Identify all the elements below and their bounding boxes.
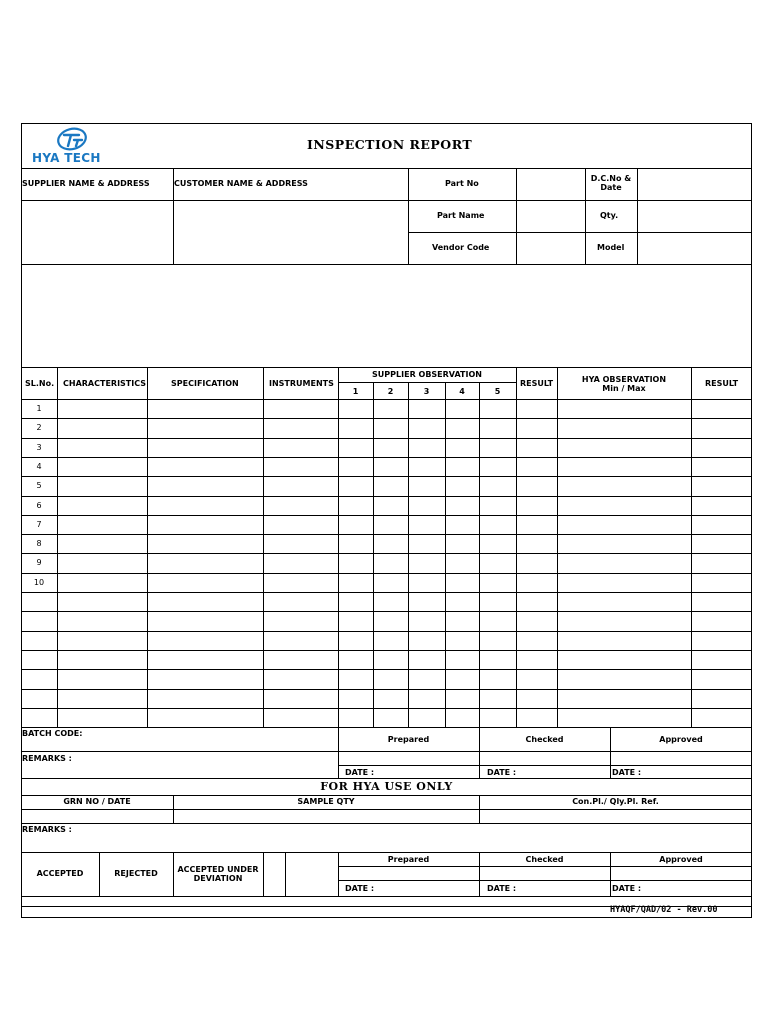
table-row-line xyxy=(21,592,752,593)
table-column-line xyxy=(57,367,58,728)
approved-date-label: DATE : xyxy=(612,768,642,777)
obs-col-5: 5 xyxy=(494,387,501,396)
table-column-line xyxy=(691,367,692,728)
sample-qty-label: SAMPLE QTY xyxy=(297,797,355,806)
table-row-line xyxy=(21,689,752,690)
observation-column-line xyxy=(408,382,409,728)
hya-checked-label: Checked xyxy=(525,855,564,864)
row-number: 5 xyxy=(36,481,42,490)
row-number: 9 xyxy=(36,558,42,567)
row-number: 3 xyxy=(36,443,42,452)
approved-label: Approved xyxy=(659,735,703,744)
model-label: Model xyxy=(597,243,625,252)
batch-code-label: BATCH CODE: xyxy=(22,729,83,738)
accepted-label: ACCEPTED xyxy=(36,869,84,878)
con-ref-label: Con.Pl./ Qly.Pl. Ref. xyxy=(572,797,659,806)
table-row-line xyxy=(21,553,752,554)
table-row-line xyxy=(21,611,752,612)
observation-column-line xyxy=(479,382,480,728)
row-number: 10 xyxy=(33,578,45,587)
obs-col-1: 1 xyxy=(352,387,359,396)
table-row-line xyxy=(21,418,752,419)
checked-date-label: DATE : xyxy=(487,768,517,777)
hya-tech-logo-icon xyxy=(55,127,89,151)
table-row-line xyxy=(21,573,752,574)
table-row-line xyxy=(21,534,752,535)
observation-column-line xyxy=(373,382,374,728)
table-column-line xyxy=(516,367,517,728)
table-row-line xyxy=(21,669,752,670)
hya-prepared-label: Prepared xyxy=(387,855,430,864)
table-column-line xyxy=(147,367,148,728)
observation-column-line xyxy=(445,382,446,728)
part-name-label: Part Name xyxy=(437,211,485,220)
table-row-line xyxy=(21,438,752,439)
table-row-line xyxy=(21,457,752,458)
hya-approved-label: Approved xyxy=(659,855,703,864)
row-number: 1 xyxy=(36,404,42,413)
form-reference: HYAQF/QAD/02 - Rev.00 xyxy=(610,905,718,915)
report-title: INSPECTION REPORT xyxy=(307,137,473,152)
table-column-line xyxy=(557,367,558,728)
table-row-line xyxy=(21,708,752,709)
table-row-line xyxy=(21,650,752,651)
remarks-label: REMARKS : xyxy=(22,754,72,763)
hya-approved-date-label: DATE : xyxy=(612,884,642,893)
hya-checked-date-label: DATE : xyxy=(487,884,517,893)
obs-col-3: 3 xyxy=(423,387,430,396)
supplier-observation-header: SUPPLIER OBSERVATION xyxy=(372,370,482,379)
hya-use-only-title: FOR HYA USE ONLY xyxy=(320,780,453,793)
supplier-label: SUPPLIER NAME & ADDRESS xyxy=(22,179,150,188)
table-row-line xyxy=(21,727,752,728)
table-row-line xyxy=(21,496,752,497)
grn-label: GRN NO / DATE xyxy=(63,797,131,806)
vendor-code-label: Vendor Code xyxy=(432,243,490,252)
col-result: RESULT xyxy=(519,379,554,388)
row-number: 6 xyxy=(36,501,42,510)
qty-label: Qty. xyxy=(600,211,619,220)
row-number: 7 xyxy=(36,520,42,529)
prepared-date-label: DATE : xyxy=(345,768,375,777)
dc-no-label: D.C.No & Date xyxy=(590,174,632,193)
col-instruments: INSTRUMENTS xyxy=(269,379,334,388)
col-characteristics: CHARACTERISTICS xyxy=(63,379,147,388)
hya-observation-header: HYA OBSERVATION Min / Max xyxy=(581,375,667,394)
hya-remarks-label: REMARKS : xyxy=(22,825,72,834)
table-column-line xyxy=(263,367,264,728)
col-specification: SPECIFICATION xyxy=(171,379,239,388)
table-row-line xyxy=(21,631,752,632)
prepared-label: Prepared xyxy=(387,735,430,744)
hya-prepared-date-label: DATE : xyxy=(345,884,375,893)
table-row-line xyxy=(21,476,752,477)
row-number: 8 xyxy=(36,539,42,548)
brand-text: HYA TECH xyxy=(32,151,101,165)
row-number: 4 xyxy=(36,462,42,471)
rejected-label: REJECTED xyxy=(114,869,158,878)
row-number: 2 xyxy=(36,423,42,432)
table-row-line xyxy=(21,515,752,516)
table-column-line xyxy=(338,367,339,728)
checked-label: Checked xyxy=(525,735,564,744)
obs-col-2: 2 xyxy=(387,387,394,396)
company-logo xyxy=(32,127,112,167)
part-no-label: Part No xyxy=(445,179,479,188)
accepted-under-deviation-label: ACCEPTED UNDER DEVIATION xyxy=(177,865,259,884)
obs-col-4: 4 xyxy=(459,387,465,396)
col-slno: SL.No. xyxy=(25,379,55,388)
col-result-2: RESULT xyxy=(704,379,739,388)
customer-label: CUSTOMER NAME & ADDRESS xyxy=(174,179,308,188)
